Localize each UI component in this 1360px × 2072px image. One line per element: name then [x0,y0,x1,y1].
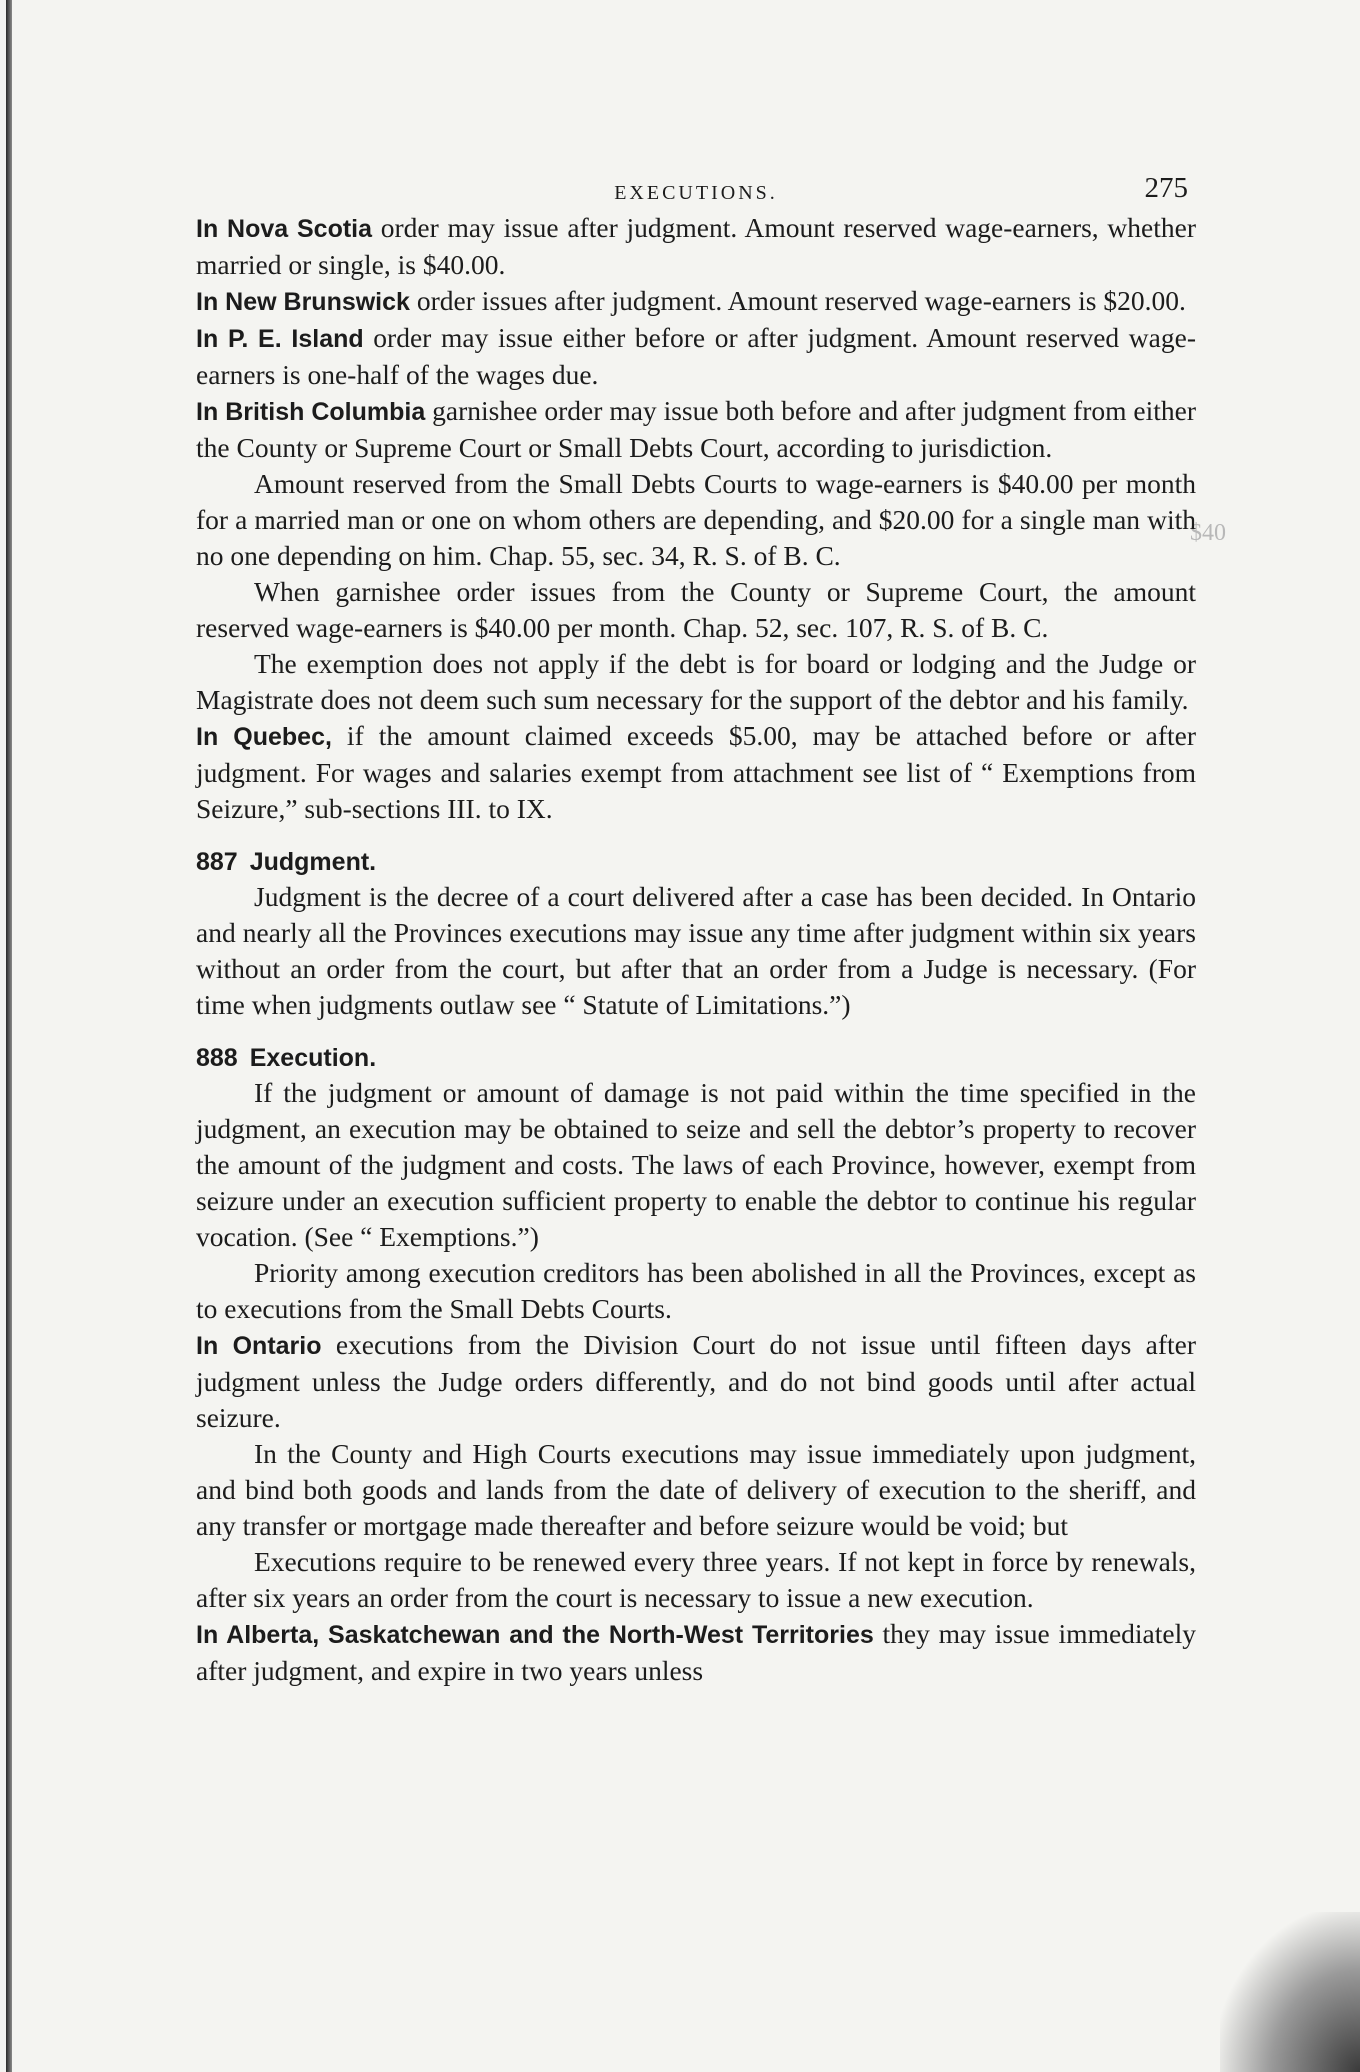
paragraph-text: they may issue immediately after judgment, and expire in two years unless [196,1618,1196,1686]
running-title: EXECUTIONS. [614,182,778,204]
paragraph-new-brunswick [196,283,1196,320]
margin-note: $40 [1190,520,1226,546]
page-number: 275 [1144,172,1188,204]
province-lead: In Alberta, Saskatchewan and the North-West Territories [196,1621,874,1649]
section-title: Judgment. [249,848,377,876]
paragraph-text: garnishee order may issue both before and after judgment from either the County or Supreme Court or Small Debts Court, according to jurisdiction. [196,395,1196,463]
page-corner-shadow [1220,1912,1360,2072]
paragraph-text: order issues after judgment. Amount reserved wage-earners is $20.00. [409,285,1186,316]
section-number: 887 [196,848,238,876]
paragraph-small-debts: Amount reserved from the Small Debts Courts to wage-earners is $40.00 per month for a married man or one on whom others are depending, and $20.00 for a single man with no one depending on him. Chap. 55, sec. 34, R. S. of B. C. [196,468,1196,571]
paragraph-alberta [196,1616,1196,1689]
paragraph-garnishee: When garnishee order issues from the County or Supreme Court, the amount reserved wage-earners is $40.00 per month. Chap. 52, sec. 107, R. S. of B. C. [196,576,1196,643]
paragraph-priority: Priority among execution creditors has been abolished in all the Provinces, except as to executions from the Small Debts Courts. [196,1257,1196,1324]
paragraph-text: if the amount claimed exceeds $5.00, may be attached before or after judgment. For wages and salaries exempt from attachment see list of “ Exemptions from Seizure,” sub-sections III. to IX. [196,720,1196,824]
province-lead: In Nova Scotia [196,215,373,243]
section-title: Execution. [249,1044,377,1072]
running-header [196,160,1196,210]
paragraph-text: executions from the Division Court do not issue until fifteen days after judgment unless the Judge orders differently, and do not bind goods until after actual seizure. [196,1329,1197,1433]
province-lead: In Ontario [196,1332,322,1360]
paragraph-pe-island [196,320,1196,393]
paragraph-execution: If the judgment or amount of damage is not paid within the time specified in the judgment, an execution may be obtained to seize and sell the debtor’s property to recover the amount of the judgment and costs. The laws of each Province, however, exempt from seizure under an execution sufficient property to enable the debtor to continue his regular vocation. (See “ Exemptions.”) [196,1077,1196,1252]
paragraph-exemption: The exemption does not apply if the debt is for board or lodging and the Judge or Magistrate does not deem such sum necessary for the support of the debtor and his family. [196,648,1196,715]
book-page [196,160,1196,1689]
province-lead: In British Columbia [196,398,426,426]
province-lead: In Quebec, [196,723,332,751]
paragraph-text: order may issue after judgment. Amount reserved wage-earners, whether married or single, is $40.00. [196,212,1196,280]
paragraph-county-high-courts: In the County and High Courts executions may issue immediately upon judgment, and bind both goods and lands from the date of delivery of execution to the sheriff, and any transfer or mortgage made thereafter and before seizure would be void; but [196,1438,1196,1541]
section-heading-888 [196,1041,1196,1075]
section-number: 888 [196,1044,238,1072]
page-edge-shadow [6,0,12,2072]
paragraph-quebec [196,718,1196,827]
paragraph-renewal: Executions require to be renewed every three years. If not kept in force by renewals, after six years an order from the court is necessary to issue a new execution. [196,1546,1196,1613]
paragraph-text: order may issue either before or after judgment. Amount reserved wage-earners is one-half of the wages due. [196,322,1196,390]
section-heading-887 [196,845,1196,879]
province-lead: In P. E. Island [196,325,364,353]
paragraph-ontario [196,1327,1196,1436]
paragraph-british-columbia [196,393,1196,466]
paragraph-nova-scotia [196,210,1196,283]
province-lead: In New Brunswick [196,288,410,316]
paragraph-judgment: Judgment is the decree of a court delivered after a case has been decided. In Ontario and nearly all the Provinces executions may issue any time after judgment within six years without an order from the court, but after that an order from a Judge is necessary. (For time when judgments outlaw see “ Statute of Limitations.”) [196,881,1196,1020]
